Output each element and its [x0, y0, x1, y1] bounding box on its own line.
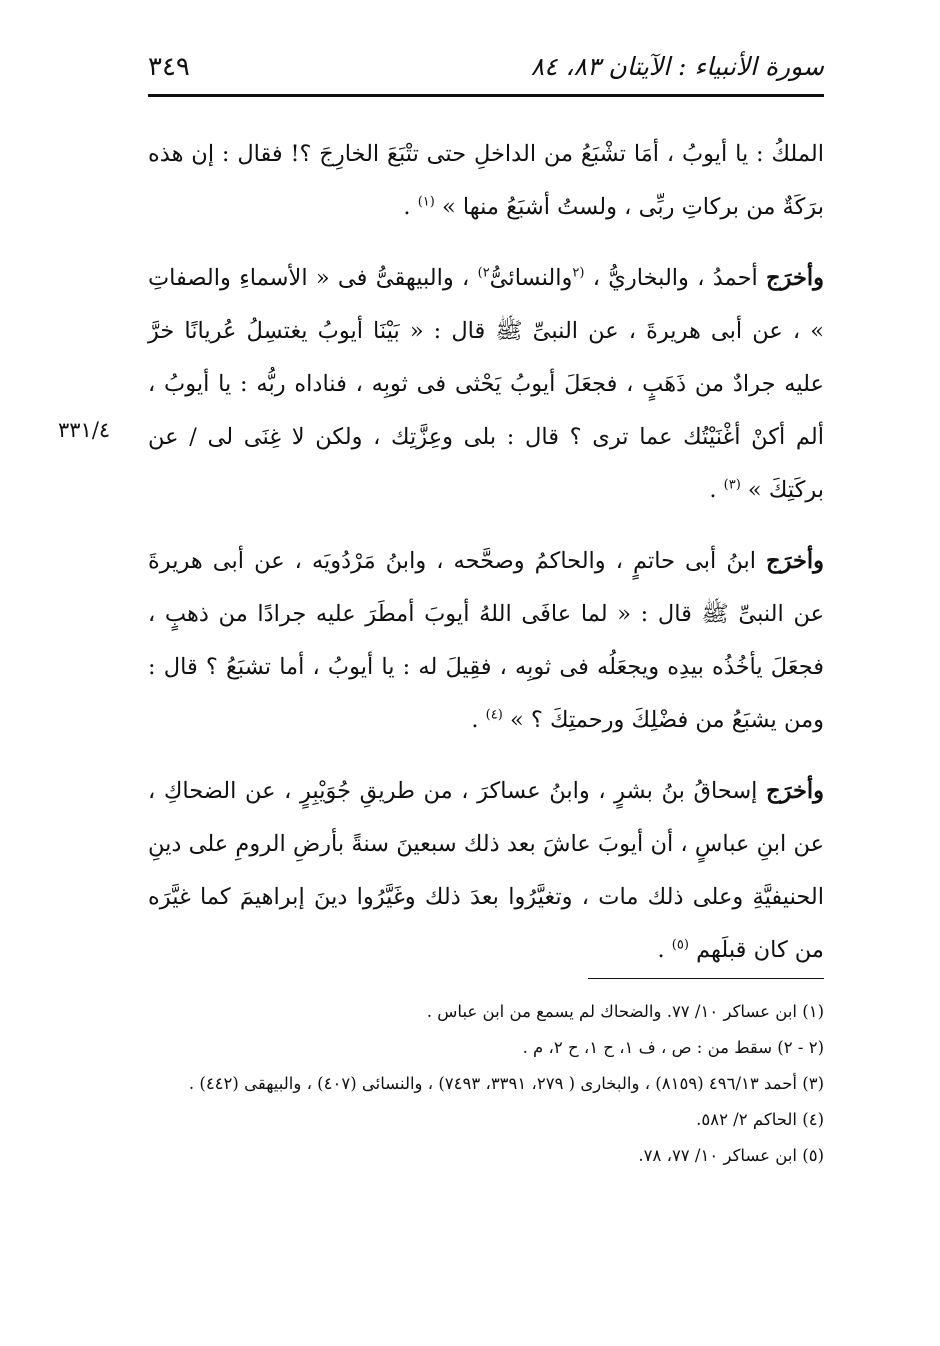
paragraph [148, 765, 824, 977]
footnote-ref: (١) [417, 194, 435, 210]
margin-volume-note: ٣٣١/٤ [58, 418, 111, 442]
page-number: ٣٤٩ [148, 52, 190, 82]
main-text [148, 128, 824, 995]
paragraph-text: . [471, 707, 486, 733]
paragraph [148, 535, 824, 747]
header-divider [148, 94, 824, 97]
lead-word: وأخرَج [766, 265, 824, 291]
page-header [148, 48, 824, 88]
footnote-divider [588, 978, 824, 979]
paragraph-text: إسحاقُ بنُ بشرٍ ، وابنُ عساكرَ ، من طريقِ جُوَيْبِرٍ ، عن الضحاكِ ، عن ابنِ عباسٍ ، أن أيوبَ عاشَ بعد ذلك سبعينَ سنةً بأرضِ الرومِ على دينِ الحنيفيَّةِ وعلى ذلك مات ، وتغيَّرُوا بعدَ ذلك وغَيَّرُوا دينَ إبراهيمَ كما غيَّرَه من كان قبلَهم [148, 778, 824, 963]
paragraph-text: . [657, 937, 672, 963]
lead-word: وأخرَج [766, 778, 824, 804]
paragraph-text: ، والبيهقىُّ فى « الأسماءِ والصفاتِ » ، عن أبى هريرةَ ، عن النبىِّ ﷺ قال : « بَيْنَا أيوبُ يغتسِلُ عُريانًا خرَّ عليه جرادٌ من ذَهَبٍ ، فجعَلَ أيوبُ يَحْثى فى ثوبِه ، فناداه ربُّه : يا أيوبُ ، ألم أكنْ أغْنَيْتُك عما ترى ؟ قال : بلى وعِزَّتِك ، ولكن لا غِنَى لى / عن بركَتِكَ » [148, 265, 824, 503]
paragraph-text: . [709, 477, 724, 503]
paragraph [148, 128, 824, 234]
paragraph [148, 252, 824, 517]
footnote: (٣) أحمد ٤٩٦/١٣ (٨١٥٩) ، والبخارى ( ٢٧٩، ٣٣٩١، ٧٤٩٣) ، والنسائى (٤٠٧) ، والبيهقى (٤٤٢) . [188, 1074, 824, 1093]
footnotes [148, 994, 824, 1174]
paragraph-text: الملكُ : يا أيوبُ ، أمَا تشْبَعُ من الداخلِ حتى تتْبَعَ الخارِجَ ؟! فقال : إن هذه برَكَةٌ من بركاتِ ربِّى ، ولستُ أشبَعُ منها » [148, 141, 824, 220]
paragraph-text: . [403, 194, 418, 220]
paragraph-text: ابنُ أبى حاتمٍ ، والحاكمُ وصحَّحه ، وابنُ مَرْدُويَه ، عن أبى هريرةَ عن النبىِّ ﷺ قال : « لما عافَى اللهُ أيوبَ أمطَرَ عليه جرادًا من ذهبٍ ، فجعَلَ يأخُذُه بيدِه ويجعَلُه فى ثوبِه ، فقِيلَ له : يا أيوبُ ، أما تشبَعُ ؟ قال : ومن يشبَعُ من فضْلِكَ ورحمتِكَ ؟ » [148, 548, 824, 733]
footnote: (١) ابن عساكر ١٠/ ٧٧. والضحاك لم يسمع من ابن عباس . [426, 1002, 824, 1021]
footnote-ref: (٥) [671, 937, 689, 953]
paragraph-text: والنسائىُّ [489, 265, 573, 291]
lead-word: وأخرَج [766, 548, 824, 574]
footnote-ref: (٢ [572, 265, 585, 281]
running-title: سورة الأنبياء : الآيتان ٨٣، ٨٤ [530, 52, 824, 81]
paragraph-text: أحمدُ ، والبخاريُّ ، [584, 265, 767, 291]
footnote: (٥) ابن عساكر ١٠/ ٧٧، ٧٨. [638, 1146, 824, 1165]
footnote: (٤) الحاكم ٢/ ٥٨٢. [696, 1110, 824, 1129]
footnote-ref: (٤) [485, 707, 503, 723]
footnote: (٢ - ٢) سقط من : ص ، ف ١، ح ١، ح ٢، م . [522, 1038, 824, 1057]
footnote-ref: (٣) [723, 477, 741, 493]
footnote-ref: ٢) [477, 265, 490, 281]
